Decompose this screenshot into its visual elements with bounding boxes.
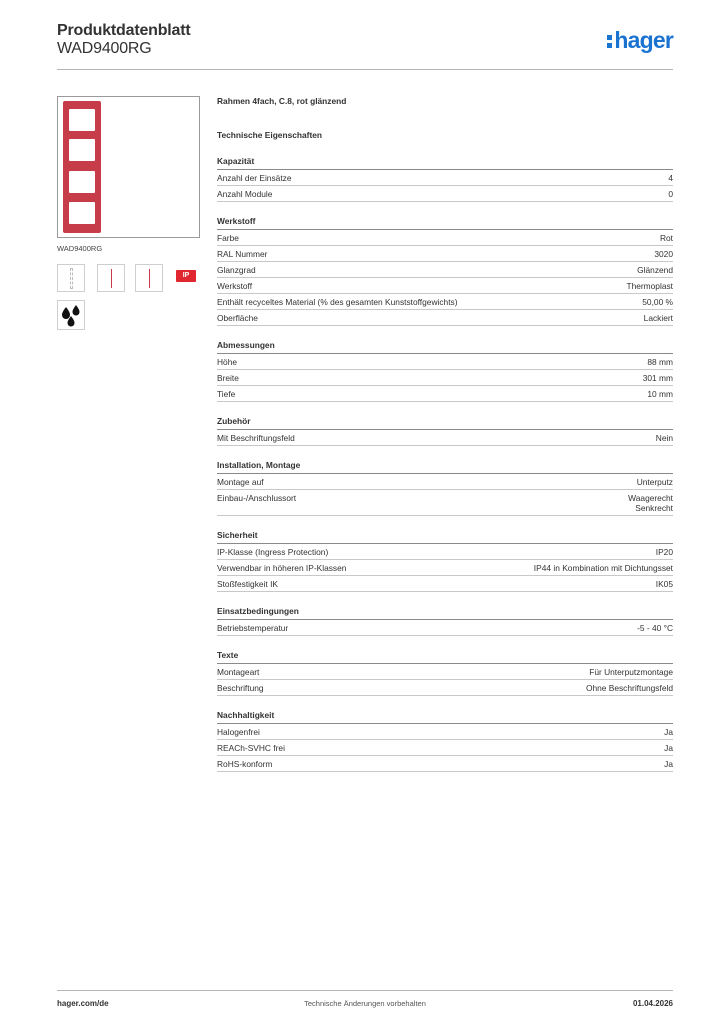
spec-value: 301 mm: [642, 373, 673, 383]
spec-value: 50,00 %: [642, 297, 673, 307]
spec-row: [217, 724, 673, 740]
spec-label: Breite: [217, 373, 239, 383]
spec-label: Werkstoff: [217, 281, 253, 291]
product-image-caption: WAD9400RG: [57, 244, 103, 253]
spec-label: REACh-SVHC frei: [217, 743, 285, 753]
page-header: [57, 20, 673, 70]
spec-label: RoHS-konform: [217, 759, 273, 769]
spec-value: Waagerecht Senkrecht: [628, 493, 673, 513]
footer-disclaimer: Technische Änderungen vorbehalten: [304, 999, 426, 1008]
spec-value: IP20: [655, 547, 673, 557]
spec-value: Ja: [664, 727, 673, 737]
spec-row: [217, 278, 673, 294]
spec-label: Anzahl der Einsätze: [217, 173, 292, 183]
spec-label: Verwendbar in höheren IP-Klassen: [217, 563, 347, 573]
spec-label: Glanzgrad: [217, 265, 256, 275]
section-title: Nachhaltigkeit: [217, 710, 673, 724]
spec-label: Beschriftung: [217, 683, 264, 693]
spec-row: [217, 664, 673, 680]
spec-row: [217, 294, 673, 310]
spec-section: [217, 530, 673, 592]
footer-date: 01.04.2026: [632, 999, 673, 1008]
spec-value: -5 - 40 °C: [637, 623, 673, 633]
spec-section: [217, 710, 673, 772]
spec-value: Ohne Beschriftungsfeld: [585, 683, 673, 693]
spec-value: 3020: [654, 249, 673, 259]
spec-sections: [217, 156, 673, 772]
spec-label: IP-Klasse (Ingress Protection): [217, 547, 329, 557]
section-title: Abmessungen: [217, 340, 673, 354]
spec-value: IP44 in Kombination mit Dichtungsset: [533, 563, 673, 573]
spec-value: 0: [668, 189, 673, 199]
spec-label: Enthält recyceltes Material (% des gesamten Kunststoffgewichts): [217, 297, 458, 307]
spec-row: [217, 474, 673, 490]
section-title: Installation, Montage: [217, 460, 673, 474]
product-thumbnails: [57, 264, 207, 292]
spec-label: RAL Nummer: [217, 249, 268, 259]
footer-website-link[interactable]: hager.com/de: [57, 999, 109, 1008]
spec-value: Rot: [659, 233, 673, 243]
section-title: Einsatzbedingungen: [217, 606, 673, 620]
hager-logo: [607, 26, 673, 54]
page-footer: [57, 990, 673, 1014]
spec-row: [217, 262, 673, 278]
spec-row: [217, 740, 673, 756]
section-title: Werkstoff: [217, 216, 673, 230]
product-name: Rahmen 4fach, C.8, rot glänzend: [217, 96, 347, 106]
spec-section: [217, 650, 673, 696]
spec-row: [217, 430, 673, 446]
spec-section: [217, 606, 673, 636]
section-title: Kapazität: [217, 156, 673, 170]
ip-rating-icon: IP: [176, 270, 196, 282]
spec-value: 4: [668, 173, 673, 183]
spec-section: [217, 216, 673, 326]
spec-row: [217, 544, 673, 560]
spec-area: [217, 96, 673, 772]
spec-section: [217, 460, 673, 516]
spec-label: Mit Beschriftungsfeld: [217, 433, 295, 443]
spec-value: Ja: [664, 743, 673, 753]
spec-row: [217, 246, 673, 262]
spec-section: [217, 156, 673, 202]
spec-row: [217, 620, 673, 636]
spec-label: Höhe: [217, 357, 238, 367]
spec-value: 10 mm: [647, 389, 673, 399]
thumbnail-profile-alt-icon[interactable]: [135, 264, 163, 292]
spec-value: Glänzend: [637, 265, 673, 275]
spec-value: Ja: [664, 759, 673, 769]
spec-row: [217, 490, 673, 516]
spec-row: [217, 354, 673, 370]
spec-value: Unterputz: [636, 477, 673, 487]
spec-row: [217, 680, 673, 696]
spec-label: Oberfläche: [217, 313, 258, 323]
spec-section: [217, 340, 673, 402]
spec-value: IK05: [655, 579, 673, 589]
logo-text: hager: [614, 27, 673, 53]
thumbnail-profile-icon[interactable]: [97, 264, 125, 292]
spec-label: Farbe: [217, 233, 239, 243]
section-title: Zubehör: [217, 416, 673, 430]
logo-colon-icon: [607, 32, 612, 50]
spec-label: Betriebstemperatur: [217, 623, 289, 633]
spec-row: [217, 756, 673, 772]
thumbnail-side-view-icon[interactable]: [57, 264, 85, 292]
spec-row: [217, 560, 673, 576]
spec-value: 88 mm: [647, 357, 673, 367]
spec-value: Thermoplast: [626, 281, 673, 291]
spec-row: [217, 230, 673, 246]
spec-row: [217, 186, 673, 202]
spec-section: [217, 416, 673, 446]
spec-row: [217, 310, 673, 326]
spec-value: Für Unterputzmontage: [589, 667, 673, 677]
spec-label: Anzahl Module: [217, 189, 273, 199]
technical-properties-heading: Technische Eigenschaften: [217, 130, 323, 140]
section-title: Texte: [217, 650, 673, 664]
spec-label: Montage auf: [217, 477, 264, 487]
spec-label: Einbau-/Anschlussort: [217, 493, 297, 503]
product-image: [57, 96, 200, 238]
spec-row: [217, 170, 673, 186]
water-drops-icon: [57, 300, 85, 330]
spec-label: Halogenfrei: [217, 727, 260, 737]
spec-value: Lackiert: [643, 313, 673, 323]
spec-label: Tiefe: [217, 389, 236, 399]
spec-label: Montageart: [217, 667, 260, 677]
spec-value: Nein: [655, 433, 673, 443]
spec-row: [217, 370, 673, 386]
spec-label: Stoßfestigkeit IK: [217, 579, 278, 589]
document-title: Produktdatenblatt: [57, 22, 191, 39]
spec-row: [217, 576, 673, 592]
frame-4fach-icon: [63, 101, 101, 233]
document-subtitle: WAD9400RG: [57, 40, 152, 57]
section-title: Sicherheit: [217, 530, 673, 544]
spec-row: [217, 386, 673, 402]
